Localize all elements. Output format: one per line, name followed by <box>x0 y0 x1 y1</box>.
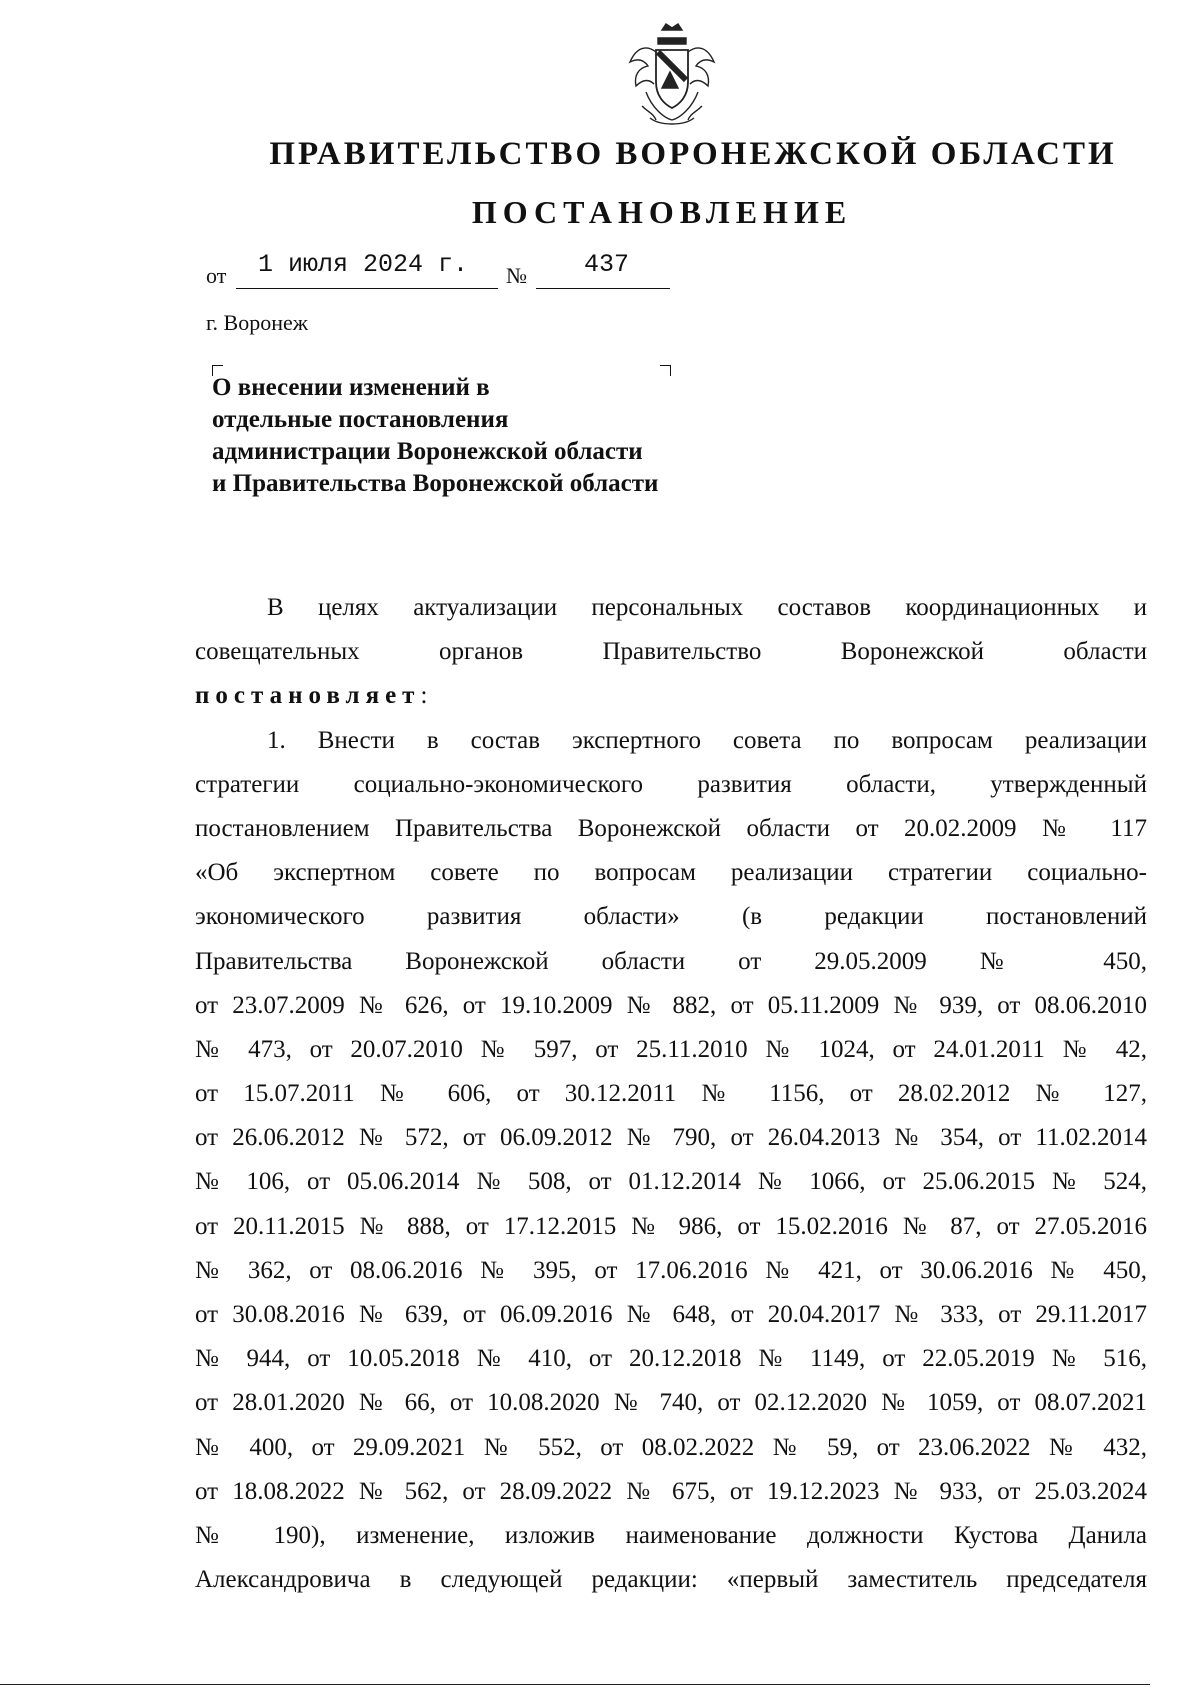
decrees-colon: : <box>420 682 428 710</box>
item-line: № 106, от 05.06.2014 № 508, от 01.12.2014 № 1066, от 25.06.2015 № 524, <box>195 1168 1147 1196</box>
decree-body <box>195 586 1147 1602</box>
subject-line: и Правительства Воронежской области <box>212 470 659 497</box>
item-line: от 15.07.2011 № 606, от 30.12.2011 № 1156, от 28.02.2012 № 127, <box>195 1080 1147 1108</box>
item-line: 1. Внести в состав экспертного совета по вопросам реализации <box>267 726 1147 754</box>
item-line: № 944, от 10.05.2018 № 410, от 20.12.2018 № 1149, от 22.05.2019 № 516, <box>195 1345 1147 1373</box>
date-number-row <box>206 250 676 290</box>
subject-line: отдельные постановления <box>212 406 509 433</box>
decrees-line <box>195 674 1147 718</box>
item-line: Александровича в следующей редакции: «первый заместитель председателя <box>195 1566 1147 1594</box>
subject-line: О внесении изменений в <box>212 374 490 401</box>
item-line: «Об экспертном совете по вопросам реализации стратегии социально- <box>195 859 1147 887</box>
government-title: ПРАВИТЕЛЬСТВО ВОРОНЕЖСКОЙ ОБЛАСТИ <box>269 136 1117 172</box>
date-prefix: от <box>206 263 227 288</box>
city-location: г. Воронеж <box>206 310 308 335</box>
preamble-line: В целях актуализации персональных составов координационных и <box>267 594 1147 621</box>
item-line: Правительства Воронежской области от 29.05.2009 № 450, <box>195 947 1147 975</box>
item-line: от 18.08.2022 № 562, от 28.09.2022 № 675, от 19.12.2023 № 933, от 25.03.2024 <box>195 1477 1147 1505</box>
item-line: № 473, от 20.07.2010 № 597, от 25.11.2010 № 1024, от 24.01.2011 № 42, <box>195 1035 1147 1063</box>
number-prefix: № <box>506 263 527 288</box>
decree-subject <box>212 372 732 500</box>
page-bottom-rule <box>0 1684 1150 1685</box>
item-line: от 30.08.2016 № 639, от 06.09.2016 № 648, от 20.04.2017 № 333, от 29.11.2017 <box>195 1301 1147 1328</box>
number-underline <box>536 288 670 289</box>
item-line: постановлением Правительства Воронежской области от 20.02.2009 № 117 <box>195 814 1147 842</box>
coat-of-arms-emblem <box>626 22 718 132</box>
decree-date: 1 июля 2024 г. <box>258 250 469 279</box>
document-type-title: ПОСТАНОВЛЕНИЕ <box>471 194 853 230</box>
item-line: от 28.01.2020 № 66, от 10.08.2020 № 740, от 02.12.2020 № 1059, от 08.07.2021 <box>195 1389 1147 1417</box>
item-line: № 190), изменение, изложив наименование должности Кустова Данила <box>195 1521 1147 1549</box>
decrees-word: постановляет <box>195 682 421 710</box>
item-line: от 23.07.2009 № 626, от 19.10.2009 № 882, от 05.11.2009 № 939, от 08.06.2010 <box>195 991 1147 1019</box>
date-underline <box>236 288 498 289</box>
item-line: стратегии социально-экономического развития области, утвержденный <box>195 770 1147 798</box>
item-line: от 26.06.2012 № 572, от 06.09.2012 № 790, от 26.04.2013 № 354, от 11.02.2014 <box>195 1124 1147 1152</box>
item-line: № 362, от 08.06.2016 № 395, от 17.06.2016 № 421, от 30.06.2016 № 450, <box>195 1256 1147 1284</box>
item-line: от 20.11.2015 № 888, от 17.12.2015 № 986, от 15.02.2016 № 87, от 27.05.2016 <box>195 1212 1147 1240</box>
decree-number: 437 <box>584 250 630 279</box>
preamble-line: совещательных органов Правительство Воронежской области <box>195 638 1147 666</box>
item-line: № 400, от 29.09.2021 № 552, от 08.02.2022 № 59, от 23.06.2022 № 432, <box>195 1433 1147 1461</box>
subject-line: администрации Воронежской области <box>212 438 643 465</box>
item-line: экономического развития области» (в редакции постановлений <box>195 903 1147 931</box>
